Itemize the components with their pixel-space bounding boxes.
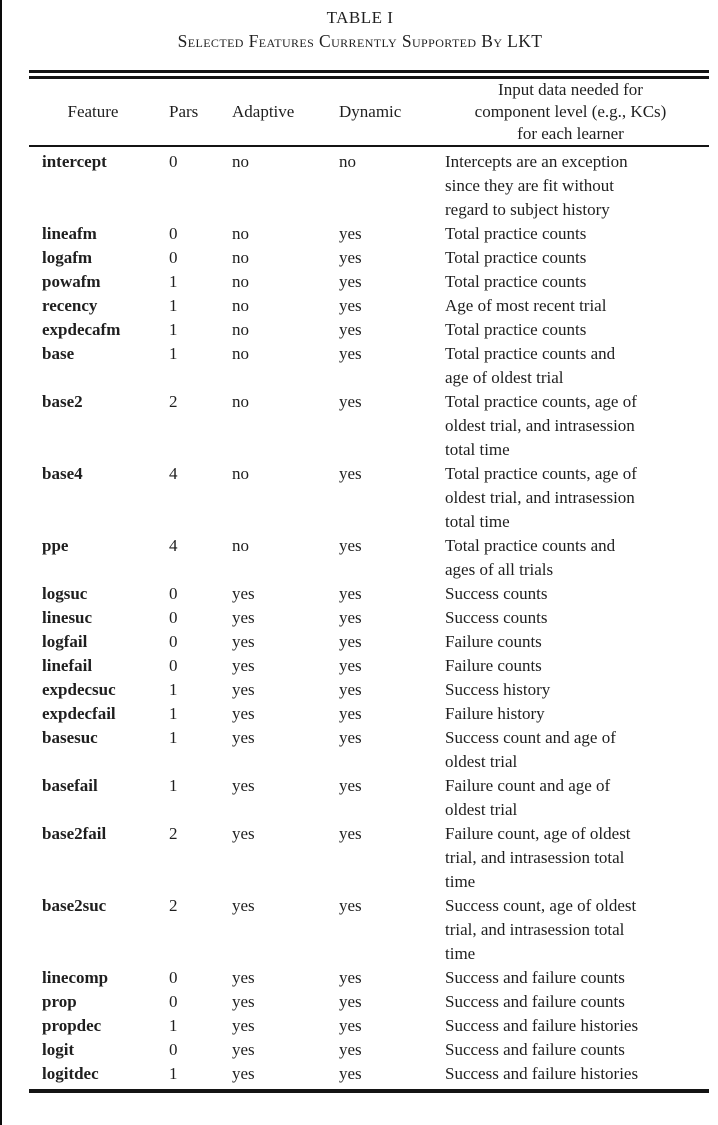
pars-cell: 4 <box>169 536 178 555</box>
input-data-line: since they are fit without <box>445 176 615 195</box>
input-data-line: trial, and intrasession total <box>445 920 625 939</box>
input-data-cell <box>432 342 709 390</box>
input-data-line: Total practice counts <box>445 320 587 339</box>
dynamic-cell: yes <box>339 248 362 267</box>
dynamic-cell: yes <box>339 728 362 747</box>
input-data-line: Success and failure histories <box>445 1064 639 1083</box>
table-row <box>29 582 709 606</box>
table-row <box>29 318 709 342</box>
input-data-line: Success and failure counts <box>445 1040 625 1059</box>
table-row <box>29 966 709 990</box>
table-header-row <box>29 79 709 147</box>
header-dynamic: Dynamic <box>339 102 402 121</box>
table-row <box>29 1038 709 1062</box>
table-row <box>29 654 709 678</box>
adaptive-cell: no <box>232 536 249 555</box>
table-row <box>29 894 709 966</box>
dynamic-cell: yes <box>339 776 362 795</box>
pars-cell: 1 <box>169 1016 178 1035</box>
pars-cell: 1 <box>169 1064 178 1083</box>
table-row <box>29 294 709 318</box>
feature-name-cell: expdecfail <box>42 704 116 723</box>
table-row <box>29 606 709 630</box>
input-data-line: Success and failure histories <box>445 1016 639 1035</box>
dynamic-cell: yes <box>339 224 362 243</box>
input-data-line: Success and failure counts <box>445 992 625 1011</box>
input-data-cell <box>432 1062 709 1086</box>
pars-cell: 2 <box>169 824 178 843</box>
adaptive-cell: yes <box>232 896 255 915</box>
pars-cell: 0 <box>169 152 178 171</box>
table-top-double-rule <box>29 70 709 79</box>
dynamic-cell: yes <box>339 272 362 291</box>
input-data-cell <box>432 606 709 630</box>
adaptive-cell: no <box>232 152 249 171</box>
table-row <box>29 222 709 246</box>
input-data-line: regard to subject history <box>445 200 610 219</box>
adaptive-cell: no <box>232 392 249 411</box>
input-data-cell <box>432 390 709 462</box>
input-data-cell <box>432 534 709 582</box>
input-data-cell <box>432 774 709 822</box>
input-data-line: age of oldest trial <box>445 368 564 387</box>
feature-name-cell: logafm <box>42 248 93 267</box>
header-feature: Feature <box>67 102 119 121</box>
header-input-line: Input data needed for <box>498 80 643 99</box>
input-data-cell <box>432 294 709 318</box>
input-data-line: Intercepts are an exception <box>445 152 628 171</box>
input-data-cell <box>432 822 709 894</box>
table-row <box>29 678 709 702</box>
table-row <box>29 1062 709 1086</box>
pars-cell: 1 <box>169 776 178 795</box>
header-adaptive: Adaptive <box>232 102 295 121</box>
pars-cell: 0 <box>169 248 178 267</box>
pars-cell: 0 <box>169 992 178 1011</box>
adaptive-cell: yes <box>232 776 255 795</box>
dynamic-cell: no <box>339 152 356 171</box>
input-data-line: time <box>445 944 476 963</box>
pars-cell: 0 <box>169 584 178 603</box>
adaptive-cell: yes <box>232 968 255 987</box>
feature-name-cell: ppe <box>42 536 69 555</box>
input-data-line: Failure history <box>445 704 545 723</box>
feature-name-cell: expdecafm <box>42 320 121 339</box>
adaptive-cell: yes <box>232 728 255 747</box>
pars-cell: 2 <box>169 392 178 411</box>
input-data-cell <box>432 318 709 342</box>
feature-name-cell: basesuc <box>42 728 98 747</box>
adaptive-cell: yes <box>232 992 255 1011</box>
pars-cell: 0 <box>169 968 178 987</box>
feature-name-cell: logfail <box>42 632 88 651</box>
table-row <box>29 270 709 294</box>
input-data-line: Failure count and age of <box>445 776 611 795</box>
input-data-line: total time <box>445 440 510 459</box>
adaptive-cell: yes <box>232 680 255 699</box>
input-data-cell <box>432 462 709 534</box>
input-data-line: total time <box>445 512 510 531</box>
input-data-cell <box>432 894 709 966</box>
feature-name-cell: basefail <box>42 776 98 795</box>
dynamic-cell: yes <box>339 824 362 843</box>
input-data-line: Total practice counts <box>445 272 587 291</box>
input-data-cell <box>432 678 709 702</box>
adaptive-cell: no <box>232 224 249 243</box>
adaptive-cell: no <box>232 344 249 363</box>
pars-cell: 1 <box>169 296 178 315</box>
header-input-data <box>432 79 709 145</box>
input-data-line: Success count and age of <box>445 728 616 747</box>
adaptive-cell: yes <box>232 1016 255 1035</box>
table-row <box>29 630 709 654</box>
dynamic-cell: yes <box>339 1064 362 1083</box>
input-data-line: Total practice counts and <box>445 536 616 555</box>
dynamic-cell: yes <box>339 1016 362 1035</box>
input-data-cell <box>432 630 709 654</box>
pars-cell: 1 <box>169 272 178 291</box>
input-data-line: Success and failure counts <box>445 968 625 987</box>
table-number-title: TABLE I <box>326 8 394 27</box>
input-data-line: time <box>445 872 476 891</box>
table-row <box>29 990 709 1014</box>
pars-cell: 1 <box>169 680 178 699</box>
dynamic-cell: yes <box>339 536 362 555</box>
dynamic-cell: yes <box>339 320 362 339</box>
header-pars: Pars <box>169 102 199 121</box>
dynamic-cell: yes <box>339 992 362 1011</box>
dynamic-cell: yes <box>339 968 362 987</box>
pars-cell: 1 <box>169 728 178 747</box>
feature-name-cell: recency <box>42 296 98 315</box>
feature-name-cell: prop <box>42 992 77 1011</box>
table-row <box>29 1014 709 1038</box>
input-data-cell <box>432 726 709 774</box>
feature-name-cell: base4 <box>42 464 83 483</box>
input-data-line: oldest trial <box>445 752 518 771</box>
adaptive-cell: no <box>232 296 249 315</box>
adaptive-cell: no <box>232 464 249 483</box>
adaptive-cell: no <box>232 272 249 291</box>
dynamic-cell: yes <box>339 608 362 627</box>
table-row <box>29 246 709 270</box>
input-data-line: ages of all trials <box>445 560 554 579</box>
input-data-cell <box>432 702 709 726</box>
input-data-line: Total practice counts, age of <box>445 392 637 411</box>
feature-name-cell: base2fail <box>42 824 107 843</box>
dynamic-cell: yes <box>339 464 362 483</box>
adaptive-cell: yes <box>232 1040 255 1059</box>
input-data-line: Failure counts <box>445 656 542 675</box>
table-row <box>29 462 709 534</box>
header-input-line: for each learner <box>517 124 624 143</box>
adaptive-cell: yes <box>232 608 255 627</box>
feature-name-cell: base2 <box>42 392 83 411</box>
pars-cell: 1 <box>169 320 178 339</box>
input-data-cell <box>432 270 709 294</box>
input-data-line: oldest trial, and intrasession <box>445 416 635 435</box>
feature-name-cell: base <box>42 344 75 363</box>
dynamic-cell: yes <box>339 896 362 915</box>
table-row <box>29 774 709 822</box>
feature-name-cell: expdecsuc <box>42 680 116 699</box>
dynamic-cell: yes <box>339 392 362 411</box>
table-row <box>29 726 709 774</box>
adaptive-cell: yes <box>232 656 255 675</box>
feature-name-cell: linesuc <box>42 608 93 627</box>
input-data-line: Success counts <box>445 584 548 603</box>
input-data-cell <box>432 990 709 1014</box>
dynamic-cell: yes <box>339 704 362 723</box>
table-row <box>29 342 709 390</box>
input-data-cell <box>432 222 709 246</box>
table-row <box>29 702 709 726</box>
input-data-line: trial, and intrasession total <box>445 848 625 867</box>
adaptive-cell: no <box>232 320 249 339</box>
dynamic-cell: yes <box>339 584 362 603</box>
input-data-line: Success count, age of oldest <box>445 896 637 915</box>
adaptive-cell: yes <box>232 704 255 723</box>
dynamic-cell: yes <box>339 632 362 651</box>
feature-name-cell: powafm <box>42 272 101 291</box>
adaptive-cell: yes <box>232 824 255 843</box>
table-subtitle: Selected Features Currently Supported By LKT <box>177 31 543 51</box>
input-data-line: Age of most recent trial <box>445 296 607 315</box>
input-data-line: oldest trial <box>445 800 518 819</box>
input-data-line: Failure counts <box>445 632 542 651</box>
feature-name-cell: logit <box>42 1040 75 1059</box>
dynamic-cell: yes <box>339 680 362 699</box>
input-data-line: Total practice counts, age of <box>445 464 637 483</box>
adaptive-cell: yes <box>232 584 255 603</box>
input-data-line: oldest trial, and intrasession <box>445 488 635 507</box>
features-table <box>29 70 709 1093</box>
input-data-cell <box>432 582 709 606</box>
input-data-cell <box>432 654 709 678</box>
table-row <box>29 390 709 462</box>
feature-name-cell: base2suc <box>42 896 107 915</box>
dynamic-cell: yes <box>339 344 362 363</box>
pars-cell: 0 <box>169 1040 178 1059</box>
input-data-cell <box>432 246 709 270</box>
table-body <box>29 147 709 1093</box>
pars-cell: 1 <box>169 704 178 723</box>
dynamic-cell: yes <box>339 296 362 315</box>
input-data-line: Failure count, age of oldest <box>445 824 631 843</box>
input-data-line: Success history <box>445 680 551 699</box>
input-data-cell <box>432 150 709 222</box>
input-data-line: Total practice counts <box>445 248 587 267</box>
pars-cell: 2 <box>169 896 178 915</box>
pars-cell: 0 <box>169 224 178 243</box>
pars-cell: 0 <box>169 632 178 651</box>
input-data-line: Total practice counts and <box>445 344 616 363</box>
input-data-cell <box>432 1014 709 1038</box>
dynamic-cell: yes <box>339 1040 362 1059</box>
feature-name-cell: linefail <box>42 656 93 675</box>
input-data-line: Total practice counts <box>445 224 587 243</box>
dynamic-cell: yes <box>339 656 362 675</box>
pars-cell: 4 <box>169 464 178 483</box>
pars-cell: 0 <box>169 608 178 627</box>
input-data-cell <box>432 966 709 990</box>
adaptive-cell: yes <box>232 1064 255 1083</box>
feature-name-cell: linecomp <box>42 968 109 987</box>
input-data-cell <box>432 1038 709 1062</box>
feature-name-cell: propdec <box>42 1016 102 1035</box>
feature-name-cell: lineafm <box>42 224 97 243</box>
adaptive-cell: yes <box>232 632 255 651</box>
adaptive-cell: no <box>232 248 249 267</box>
table-caption <box>2 8 718 54</box>
input-data-line: Success counts <box>445 608 548 627</box>
feature-name-cell: logitdec <box>42 1064 99 1083</box>
feature-name-cell: intercept <box>42 152 107 171</box>
table-row <box>29 822 709 894</box>
table-row <box>29 534 709 582</box>
pars-cell: 1 <box>169 344 178 363</box>
table-row <box>29 150 709 222</box>
header-input-line: component level (e.g., KCs) <box>474 102 667 121</box>
pars-cell: 0 <box>169 656 178 675</box>
feature-name-cell: logsuc <box>42 584 88 603</box>
